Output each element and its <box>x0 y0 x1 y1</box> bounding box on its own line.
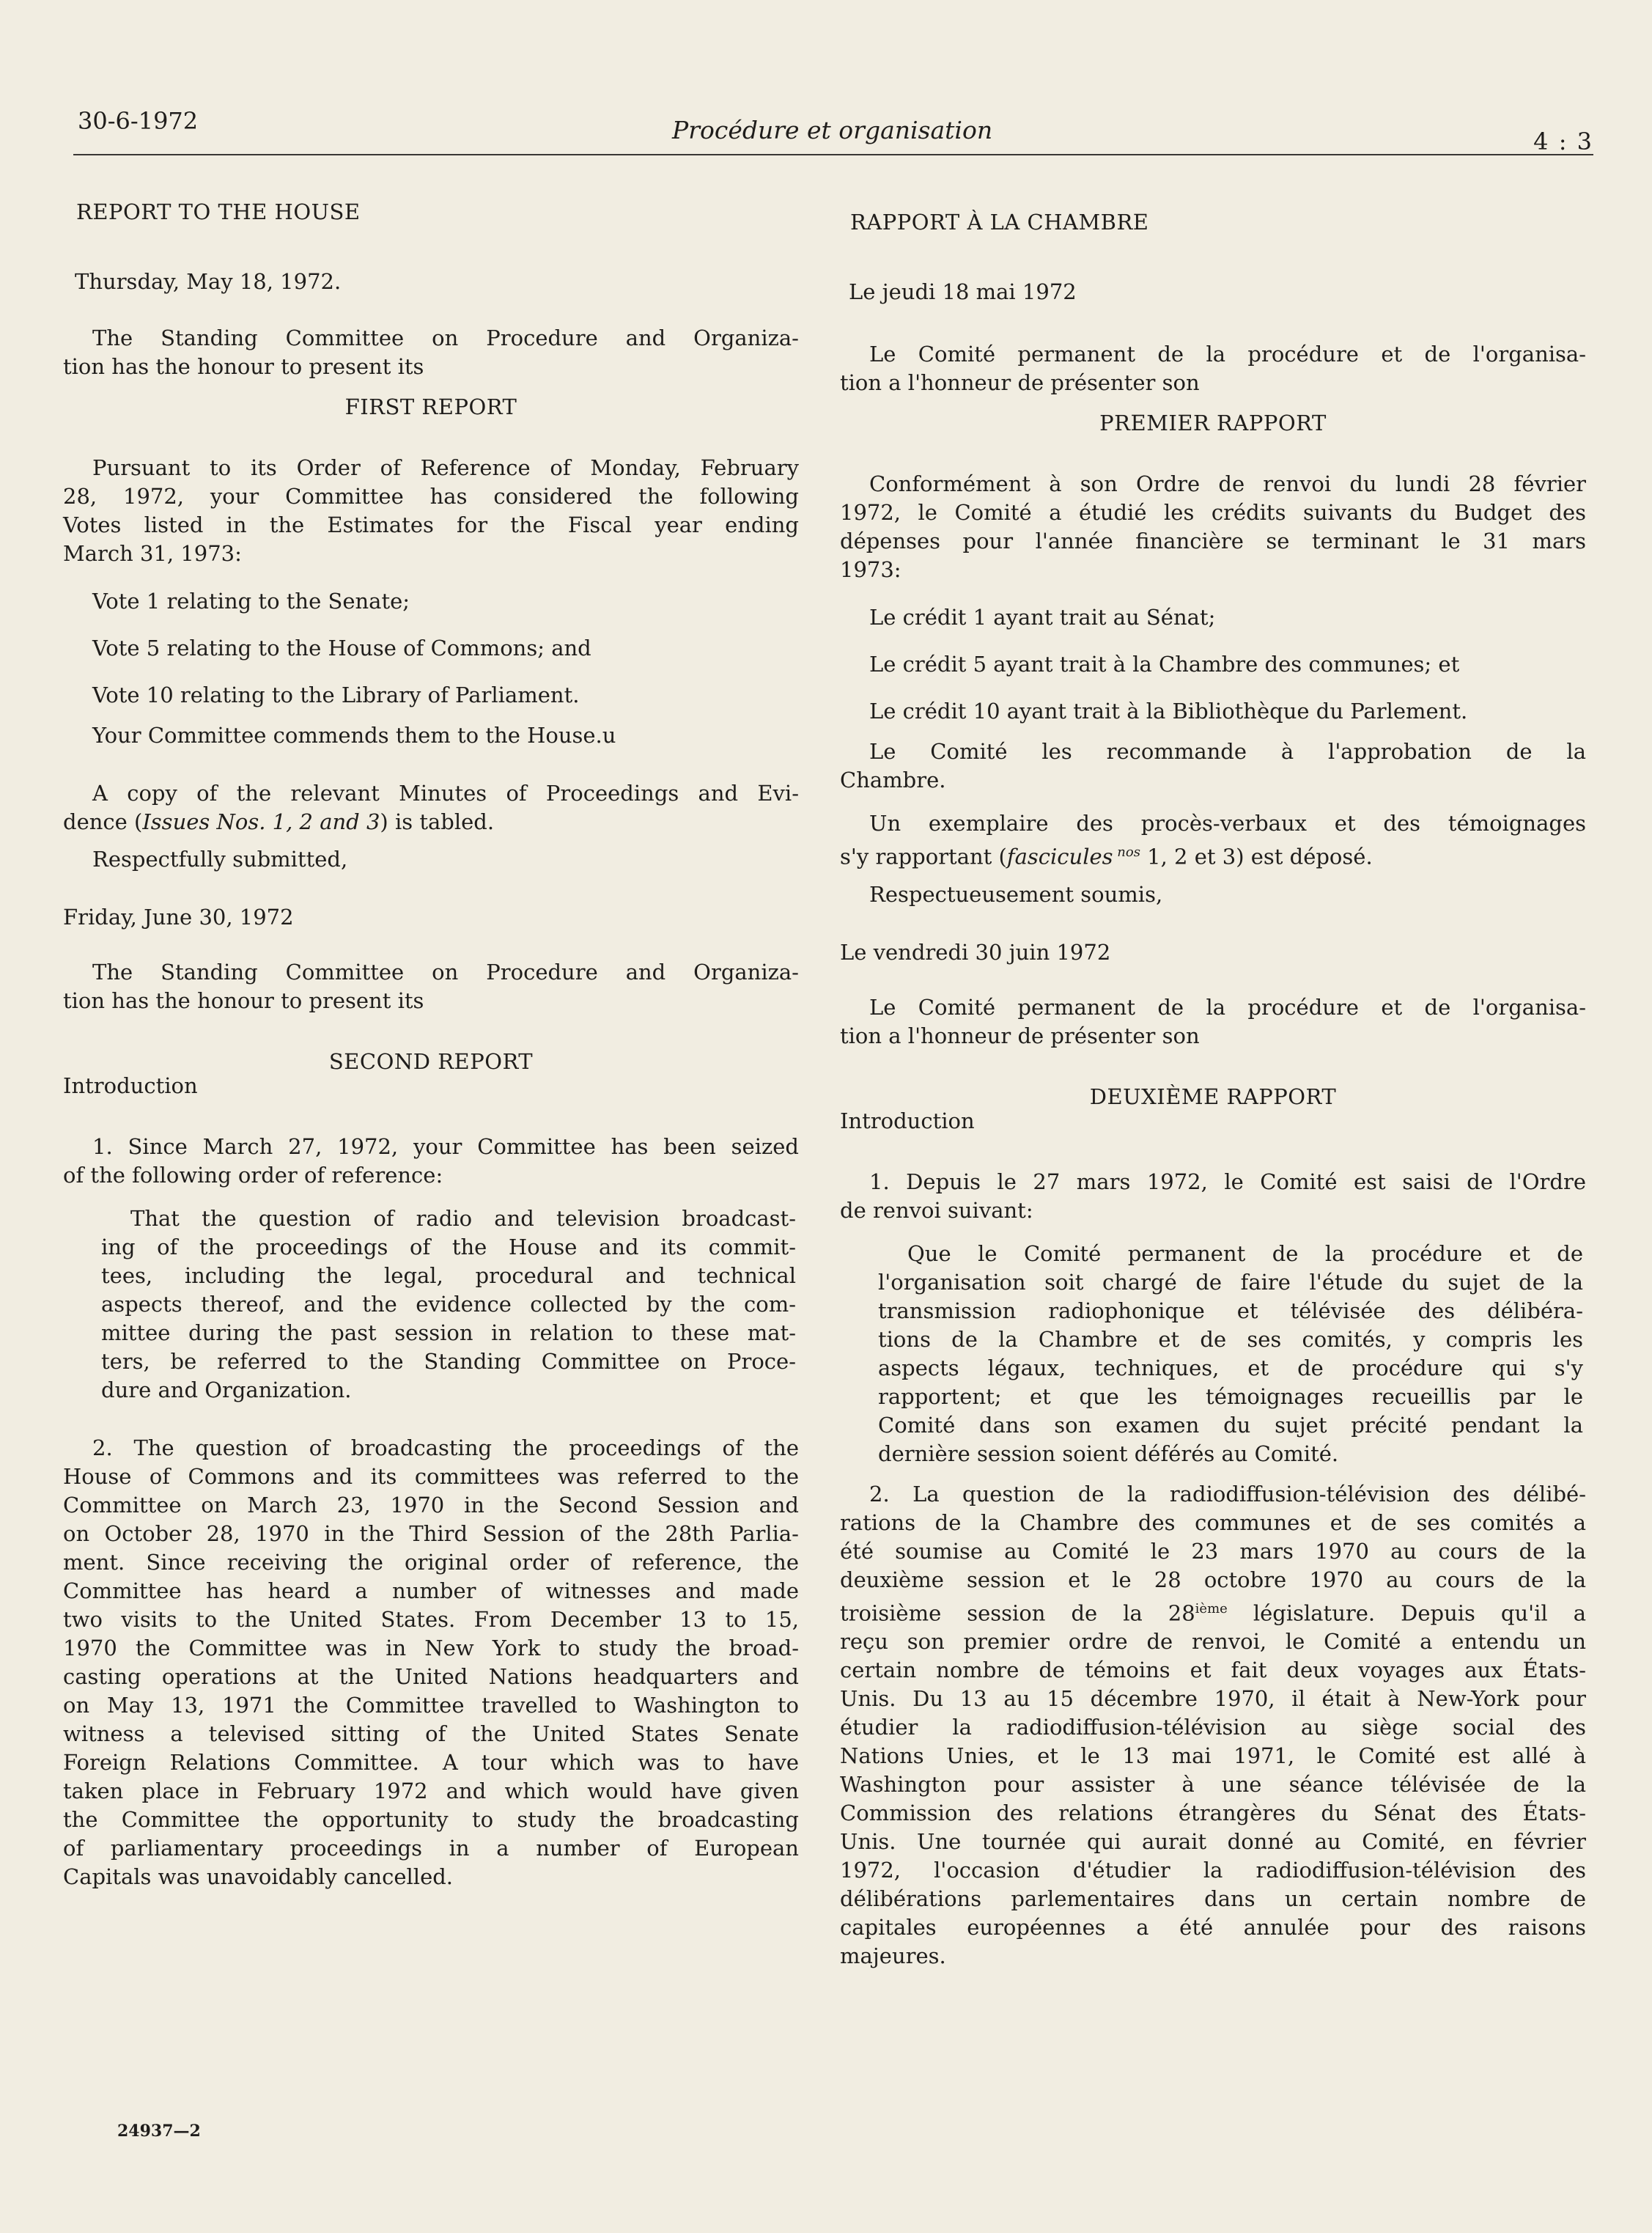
text-line: deuxième session et le 28 octobre 1970 au cours de la <box>840 1567 1586 1592</box>
text-line: dernière session soient déférés au Comité. <box>878 1441 1339 1466</box>
order-of-reference-quote <box>63 1204 799 1405</box>
text-line: Nations Unies, et le 13 mai 1971, le Comité est allé à <box>840 1743 1586 1769</box>
intro-paragraph <box>840 340 1586 397</box>
text-line: That the question of radio and television broadcast- <box>130 1206 796 1231</box>
text-line: 1972, l'occasion d'étudier la radiodiffusion-télévision des <box>840 1858 1586 1883</box>
english-column <box>63 189 799 1891</box>
text-line: 1. Since March 27, 1972, your Committee has been seized <box>92 1134 799 1159</box>
report-heading: RAPPORT À LA CHAMBRE <box>850 210 1149 235</box>
report-heading: REPORT TO THE HOUSE <box>76 199 361 224</box>
second-report-heading: DEUXIÈME RAPPORT <box>1089 1084 1337 1109</box>
text-line: 28, 1972, your Committee has considered the following <box>63 484 799 509</box>
text-line: Un exemplaire des procès-verbaux et des témoignages <box>869 811 1586 836</box>
text-line: Votes listed in the Estimates for the Fiscal year ending <box>63 512 799 537</box>
text-line: rapportent; et que les témoignages recueillis par le <box>878 1383 1583 1409</box>
copy-paragraph <box>840 809 1586 872</box>
text-line: certain nombre de témoins et fait deux voyages aux États- <box>840 1658 1586 1683</box>
first-report-heading: FIRST REPORT <box>344 394 517 419</box>
copy-paragraph <box>63 779 799 836</box>
section-2 <box>63 1434 799 1891</box>
page-header <box>73 103 1593 155</box>
respectfully-line: Respectueusement soumis, <box>869 881 1163 907</box>
intro-paragraph <box>63 958 799 1015</box>
text-line: casting operations at the United Nations headquarters and <box>63 1664 799 1689</box>
text-line: s'y rapportant (fascicules $^{nos}$ 1, 2 et 3) est déposé. <box>840 844 1373 869</box>
text-line: March 31, 1973: <box>63 541 242 566</box>
intro-paragraph <box>63 324 799 381</box>
text-line: reçu son premier ordre de renvoi, le Comité a entendu un <box>840 1629 1586 1655</box>
text-line: dence (Issues Nos. 1, 2 and 3) is tabled. <box>63 809 495 834</box>
introduction-heading: Introduction <box>63 1073 198 1098</box>
text-line: 1970 the Committee was in New York to study the broad- <box>63 1636 799 1660</box>
text-line: Unis. Du 13 au 15 décembre 1970, il était à New-York pour <box>840 1686 1586 1712</box>
text-line: on October 28, 1970 in the Third Session of the 28th Parlia- <box>63 1521 799 1546</box>
text-line: ters, be referred to the Standing Committee on Proce- <box>101 1349 796 1374</box>
respectfully-line: Respectfully submitted, <box>92 847 348 872</box>
text-line: The Standing Committee on Procedure and Organiza- <box>92 325 799 350</box>
text-line: on May 13, 1971 the Committee travelled to Washington to <box>63 1693 799 1718</box>
text-line: troisième session de la 28ième législature. Depuis qu'il a <box>840 1600 1586 1626</box>
order-of-reference-quote <box>840 1240 1586 1468</box>
text-line: mittee during the past session in relation to these mat- <box>101 1320 796 1345</box>
text-line: Foreign Relations Committee. A tour which was to have <box>63 1750 799 1775</box>
text-line: de renvoi suivant: <box>840 1197 1033 1223</box>
text-line: two visits to the United States. From December 13 to 15, <box>63 1607 799 1632</box>
text-line: the Committee the opportunity to study the broadcasting <box>63 1807 799 1832</box>
header-date: 30-6-1972 <box>78 107 199 135</box>
text-line: tion a l'honneur de présenter son <box>840 370 1200 395</box>
section-1 <box>63 1133 799 1190</box>
text-line: Comité dans son examen du sujet précité pendant la <box>878 1412 1583 1438</box>
text-line: capitales européennes a été annulée pour des raisons <box>840 1915 1586 1940</box>
text-line: witness a televised sitting of the United States Senate <box>63 1721 799 1746</box>
text-line: Le Comité les recommande à l'approbation de la <box>869 739 1586 764</box>
vote-item: Vote 1 relating to the Senate; <box>92 589 410 614</box>
header-title: Procédure et organisation <box>672 116 993 144</box>
report-date: Le vendredi 30 juin 1972 <box>840 939 1111 965</box>
text-line: délibérations parlementaires dans un certain nombre de <box>840 1886 1586 1912</box>
text-line: tions de la Chambre et de ses comités, y compris les <box>878 1326 1583 1352</box>
intro-paragraph <box>840 993 1586 1051</box>
text-line: majeures. <box>840 1943 946 1969</box>
report-date: Friday, June 30, 1972 <box>63 905 294 930</box>
text-line: 1972, le Comité a étudié les crédits suivants du Budget des <box>840 500 1586 525</box>
commends-line: Your Committee commends them to the House.u <box>92 723 616 748</box>
text-line: tion has the honour to present its <box>63 354 424 379</box>
text-line: taken place in February 1972 and which would have given <box>63 1778 799 1803</box>
text-line: 2. La question de la radiodiffusion-télévision des délibé- <box>869 1481 1586 1507</box>
text-line: tion a l'honneur de présenter son <box>840 1023 1200 1048</box>
text-line: Unis. Une tournée qui aurait donné au Comité, en février <box>840 1829 1586 1855</box>
text-line: ment. Since receiving the original order of reference, the <box>63 1550 799 1575</box>
vote-item: Le crédit 5 ayant trait à la Chambre des communes; et <box>869 652 1460 677</box>
text-line: rations de la Chambre des communes et de ses comités a <box>840 1509 1586 1535</box>
text-line: of the following order of reference: <box>63 1163 443 1188</box>
commends-paragraph <box>840 737 1586 795</box>
text-line: Washington pour assister à une séance télévisée de la <box>840 1772 1586 1798</box>
french-column <box>840 189 1586 1971</box>
text-line: A copy of the relevant Minutes of Proceedings and Evi- <box>92 781 799 806</box>
vote-item: Le crédit 1 ayant trait au Sénat; <box>869 605 1216 630</box>
section-2 <box>840 1480 1586 1971</box>
text-line: Committee on March 23, 1970 in the Second Session and <box>63 1493 799 1518</box>
text-line: The Standing Committee on Procedure and Organiza- <box>92 960 799 985</box>
text-line: House of Commons and its committees was referred to the <box>63 1464 799 1489</box>
vote-item: Vote 5 relating to the House of Commons; and <box>92 636 591 661</box>
order-paragraph <box>840 470 1586 584</box>
text-line: 1. Depuis le 27 mars 1972, le Comité est saisi de l'Ordre <box>869 1169 1586 1194</box>
text-line: of parliamentary proceedings in a number of European <box>63 1836 799 1861</box>
text-line: dépenses pour l'année financière se terminant le 31 mars <box>840 529 1586 553</box>
text-line: 2. The question of broadcasting the proceedings of the <box>92 1435 799 1460</box>
report-date: Le jeudi 18 mai 1972 <box>849 279 1077 304</box>
introduction-heading: Introduction <box>840 1108 975 1133</box>
report-date: Thursday, May 18, 1972. <box>75 269 342 294</box>
text-line: tion has the honour to present its <box>63 988 424 1013</box>
printer-code: 24937—2 <box>117 2122 201 2141</box>
text-line: aspects légaux, techniques, et de procédure qui s'y <box>878 1355 1583 1380</box>
text-line: étudier la radiodiffusion-télévision au siège social des <box>840 1715 1586 1740</box>
text-line: tees, including the legal, procedural and technical <box>101 1263 796 1288</box>
vote-item: Le crédit 10 ayant trait à la Bibliothèque du Parlement. <box>869 699 1468 724</box>
second-report-heading: SECOND REPORT <box>328 1049 534 1074</box>
text-line: aspects thereof, and the evidence collected by the com- <box>101 1292 796 1317</box>
text-line: Capitals was unavoidably cancelled. <box>63 1864 454 1889</box>
text-line: ing of the proceedings of the House and its commit- <box>101 1235 796 1259</box>
first-report-heading: PREMIER RAPPORT <box>1099 411 1327 435</box>
text-line: Pursuant to its Order of Reference of Monday, February <box>92 455 799 480</box>
text-line: Le Comité permanent de la procédure et de l'organisa- <box>869 994 1586 1020</box>
text-line: dure and Organization. <box>101 1377 352 1402</box>
text-line: été soumise au Comité le 23 mars 1970 au cours de la <box>840 1538 1586 1564</box>
order-paragraph <box>63 454 799 568</box>
text-line: Committee has heard a number of witnesses and made <box>63 1578 799 1603</box>
text-line: Le Comité permanent de la procédure et de l'organisa- <box>869 342 1586 367</box>
vote-item: Vote 10 relating to the Library of Parliament. <box>92 683 580 707</box>
text-line: l'organisation soit chargé de faire l'étude du sujet de la <box>878 1269 1583 1295</box>
text-line: Conformément à son Ordre de renvoi du lundi 28 février <box>869 471 1586 496</box>
header-page-number: 4 : 3 <box>1533 128 1593 155</box>
text-line: transmission radiophonique et télévisée des délibéra- <box>878 1298 1583 1323</box>
text-line: Que le Comité permanent de la procédure et de <box>907 1240 1583 1266</box>
text-line: Chambre. <box>840 768 946 792</box>
text-line: Commission des relations étrangères du Sénat des États- <box>840 1800 1586 1826</box>
section-1 <box>840 1168 1586 1225</box>
text-line: 1973: <box>840 557 901 582</box>
